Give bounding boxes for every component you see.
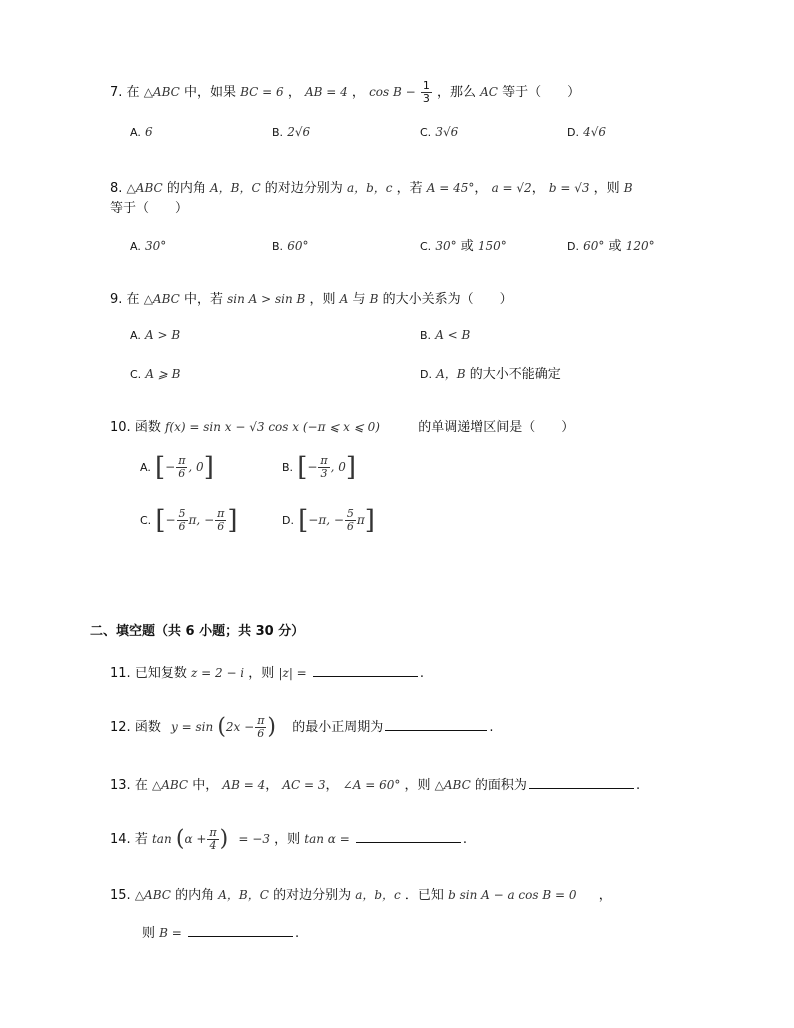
answer-blank[interactable] — [529, 774, 634, 789]
option-a[interactable]: A. A > B — [130, 328, 181, 342]
question-8: 8. △ABC 的内角 A，B，C 的对边分别为 a，b，c ，若 A = 45°， a = √2， b = √3 ，则 B — [110, 181, 633, 196]
option-c[interactable]: C. 30° 或 150° — [420, 239, 507, 254]
fraction: $\frac{1}{3}$ — [422, 79, 430, 105]
question-number: 9. — [110, 292, 123, 307]
question-number: 10. — [110, 420, 131, 435]
question-15: 15. △ABC 的内角 A，B，C 的对边分别为 a，b，c ．已知 b sin A − a cos B = 0 ， — [110, 888, 612, 903]
option-b[interactable]: B. 60° — [272, 239, 309, 253]
option-d[interactable]: D. [−π, − $\frac{5}{6}$ π] — [282, 505, 375, 536]
option-b[interactable]: B. 2√6 — [272, 125, 311, 139]
option-b[interactable]: B. A < B — [420, 328, 471, 342]
option-d[interactable]: D. 60° 或 120° — [567, 239, 655, 254]
option-b[interactable]: B. [− $\frac{\pi}{3}$ , 0] — [282, 452, 357, 483]
option-c[interactable]: C. [− $\frac{5}{6}$ π, − $\frac{\pi}{6}$ ] — [140, 505, 238, 536]
option-a[interactable]: A. [− $\frac{\pi}{6}$ , 0] — [140, 452, 214, 483]
answer-blank[interactable] — [385, 716, 487, 731]
question-number: 8. — [110, 181, 123, 196]
option-a[interactable]: A. 6 — [130, 125, 153, 139]
question-13: 13. 在 △ABC 中， AB = 4， AC = 3， ∠A = 60° ，则 △ABC 的面积为 . — [110, 774, 640, 796]
triangle-label: △ABC — [143, 85, 180, 99]
answer-blank[interactable] — [188, 922, 293, 937]
question-14: 14. 若 tan (α + $\frac{\pi}{4}$ ) = −3 ，则 tan α = . — [110, 826, 468, 852]
section-title: 二、填空题（共 6 小题；共 30 分） — [90, 624, 305, 639]
option-c[interactable]: C. 3√6 — [420, 125, 459, 139]
answer-blank[interactable] — [313, 662, 418, 677]
function-expression: f(x) = sin x − √3 cos x (−π ⩽ x ⩽ 0) — [164, 420, 380, 434]
question-12: 12. 函数 y = sin (2x − $\frac{\pi}{6}$ ) 的最小正周期为 . — [110, 714, 494, 740]
option-d[interactable]: D. A，B 的大小不能确定 — [420, 367, 561, 382]
question-15-cont: 则 B = . — [142, 922, 299, 944]
question-number: 7. — [110, 85, 123, 100]
option-a[interactable]: A. 30° — [130, 239, 167, 253]
question-7: 7. 在 △ABC 中，如果 BC = 6 ， AB = 4 ， cos B − $\frac{1}{3}$ ，那么 AC 等于（ ） — [110, 79, 581, 105]
question-10: 10. 函数 f(x) = sin x − √3 cos x (−π ⩽ x ⩽ 0) 的单调递增区间是（ ） — [110, 420, 575, 435]
option-c[interactable]: C. A ⩾ B — [130, 367, 181, 381]
question-8-cont: 等于（ ） — [110, 201, 189, 216]
question-11: 11. 已知复数 z = 2 − i ，则 |z| = . — [110, 662, 424, 684]
question-9: 9. 在 △ABC 中，若 sin A > sin B ，则 A 与 B 的大小关系为（ ） — [110, 292, 513, 307]
answer-blank[interactable] — [356, 828, 461, 843]
option-d[interactable]: D. 4√6 — [567, 125, 607, 139]
